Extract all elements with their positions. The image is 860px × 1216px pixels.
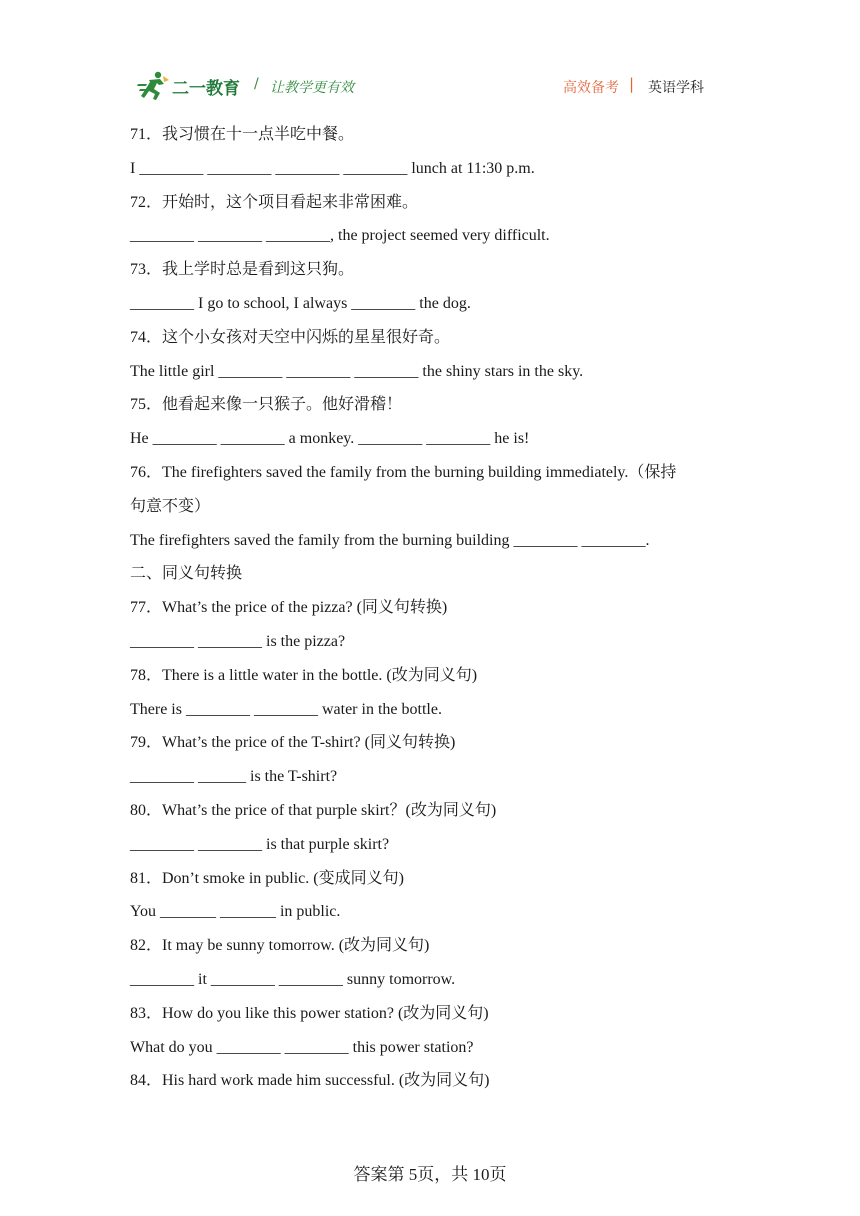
question-72-prompt: 72．开始时，这个项目看起来非常困难。	[130, 193, 419, 211]
question-73-prompt: 73．我上学时总是看到这只狗。	[130, 261, 355, 279]
header-divider: /	[254, 76, 259, 92]
question-82-prompt: 82．It may be sunny tomorrow. (改为同义句)	[130, 937, 430, 955]
question-74-answer-line: The little girl ________ ________ ________ the shiny stars in the sky.	[130, 362, 584, 380]
question-83-prompt: 83．How do you like this power station? (改为同义句)	[130, 1004, 489, 1022]
question-77-answer-line: ________ ________ is the pizza?	[130, 632, 346, 650]
question-79-prompt: 79．What’s the price of the T-shirt? (同义句转换)	[130, 734, 456, 752]
question-76-answer-line: The firefighters saved the family from the burning building ________ ________.	[130, 531, 650, 549]
question-77-prompt: 77．What’s the price of the pizza? (同义句转换)	[130, 599, 448, 617]
header-tag-separator: |	[629, 75, 635, 93]
question-71-answer-line: I ________ ________ ________ ________ lunch at 11:30 p.m.	[130, 159, 535, 177]
question-80-answer-line: ________ ________ is that purple skirt?	[130, 835, 390, 853]
header-tag-subject: 英语学科	[648, 80, 704, 96]
question-78-prompt: 78．There is a little water in the bottle. (改为同义句)	[130, 666, 478, 684]
question-82-answer-line: ________ it ________ ________ sunny tomorrow.	[130, 970, 456, 988]
question-84-prompt: 84．His hard work made him successful. (改为同义句)	[130, 1072, 490, 1090]
question-81-prompt: 81．Don’t smoke in public. (变成同义句)	[130, 869, 404, 887]
page-number: 答案第 5页，共 10页	[353, 1165, 507, 1184]
question-81-answer-line: You _______ _______ in public.	[130, 903, 341, 921]
header-tag-exam: 高效备考	[563, 80, 619, 96]
question-79-answer-line: ________ ______ is the T-shirt?	[130, 768, 338, 786]
question-72-answer-line: ________ ________ ________, the project seemed very difficult.	[130, 227, 550, 245]
question-75-answer-line: He ________ ________ a monkey. ________ ________ he is!	[130, 430, 530, 448]
question-76-prompt-continued: 句意不变）	[130, 497, 211, 515]
question-83-answer-line: What do you ________ ________ this power station?	[130, 1038, 474, 1056]
question-71-prompt: 71．我习惯在十一点半吃中餐。	[130, 126, 355, 143]
header-slogan: 让教学更有效	[270, 80, 354, 96]
page-header	[0, 0, 860, 110]
question-78-answer-line: There is ________ ________ water in the bottle.	[130, 700, 442, 718]
logo-text: 二一教育	[172, 79, 240, 99]
exercise-content	[130, 118, 730, 1098]
question-80-prompt: 80．What’s the price of that purple skirt？(改为同义句)	[130, 801, 497, 819]
question-73-answer-line: ________ I go to school, I always ________ the dog.	[130, 294, 471, 312]
question-76-prompt: 76．The firefighters saved the family from the burning building immediately.（保持	[130, 463, 677, 481]
question-75-prompt: 75．他看起来像一只猴子。他好滑稽！	[130, 396, 403, 414]
question-74-prompt: 74．这个小女孩对天空中闪烁的星星很好奇。	[130, 328, 451, 346]
section-heading: 二、同义句转换	[130, 565, 243, 583]
